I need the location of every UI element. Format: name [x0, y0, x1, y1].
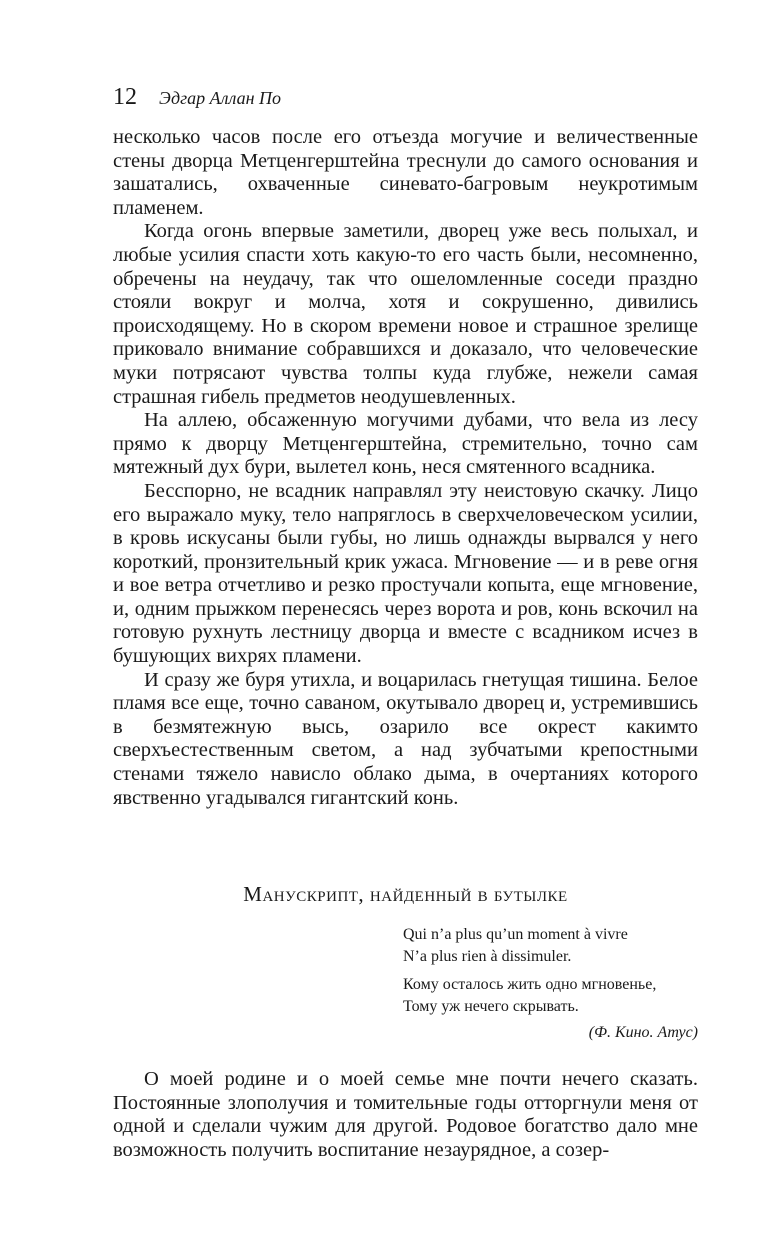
epigraph-line: Qui n’a plus qu’un moment à vivre	[403, 926, 628, 944]
paragraph: Когда огонь впервые заметили, дворец уже весь полыхал, и любые усилия спасти хоть какую-то его часть были, несомненно, обречены на неудачу, так что ошеломленные соседи праздно стояли вокруг и молча, хотя и сокрушенно, дивились происходящему. Но в скором времени новое и страшное зрелище приковало внимание собравшихся и доказало, что человеческие муки потрясают чувства толпы куда глубже, нежели самая страшная гибель предметов неодушевленных.	[113, 220, 698, 408]
epigraph-translation	[403, 974, 698, 1018]
paragraph: О моей родине и о моей семье мне почти нечего сказать. Постоянные злополучия и томительные годы отторгнули меня от одной и сделали чужим для другой. Родовое богатство дало мне возможность получить воспитание незаурядное, а созер-	[113, 1068, 698, 1161]
epigraph-line: Кому осталось жить одно мгновенье,	[403, 976, 657, 994]
epigraph-line: Тому уж нечего скрывать.	[403, 998, 579, 1016]
epigraph	[403, 924, 698, 1044]
running-head	[113, 82, 698, 112]
paragraph: И сразу же буря утихла, и воцарилась гнетущая тишина. Белое пламя все еще, точно саваном, окутывало дворец и, устремившись в безмятежную высь, озарило все окрест какимто сверхъестественным светом, а над зубчатыми крепостными стенами тяжело нависло облако дыма, в очертаниях которого явственно угадывался гигантский конь.	[113, 668, 698, 809]
chapter-title: Манускрипт, найденный в бутылке	[243, 882, 568, 907]
paragraph: На аллею, обсаженную могучими дубами, что вела из лесу прямо к дворцу Метценгерштейна, стремительно, точно сам мятежный дух бури, вылетел конь, неся смятенного всадника.	[113, 409, 698, 479]
epigraph-line: N’a plus rien à dissimuler.	[403, 948, 572, 966]
paragraph: несколько часов после его отъезда могучие и величественные стены дворца Метценгерштейна треснули до самого основания и зашатались, охваченные синевато-багровым неукротимым пламенем.	[113, 126, 698, 219]
page-number: 12	[113, 84, 137, 110]
epigraph-original	[403, 924, 698, 968]
running-title: Эдгар Аллан По	[159, 88, 282, 108]
book-page	[113, 82, 698, 1163]
story-ending-text	[113, 126, 698, 810]
epigraph-source: (Ф. Кино. Атус)	[588, 1024, 698, 1042]
paragraph: Бесспорно, не всадник направлял эту неистовую скачку. Лицо его выражало муку, тело напряглось в сверхчеловеческом усилии, в кровь искусаны были губы, но лишь однажды вырвался у него короткий, пронзительный крик ужаса. Мгновение — и в реве огня и вое ветра отчетливо и резко простучали копыта, еще мгновение, и, одним прыжком перенесясь через ворота и ров, конь вскочил на готовую рухнуть лестницу дворца и вместе с всадником исчез в бушующих вихрях пламени.	[113, 479, 698, 668]
